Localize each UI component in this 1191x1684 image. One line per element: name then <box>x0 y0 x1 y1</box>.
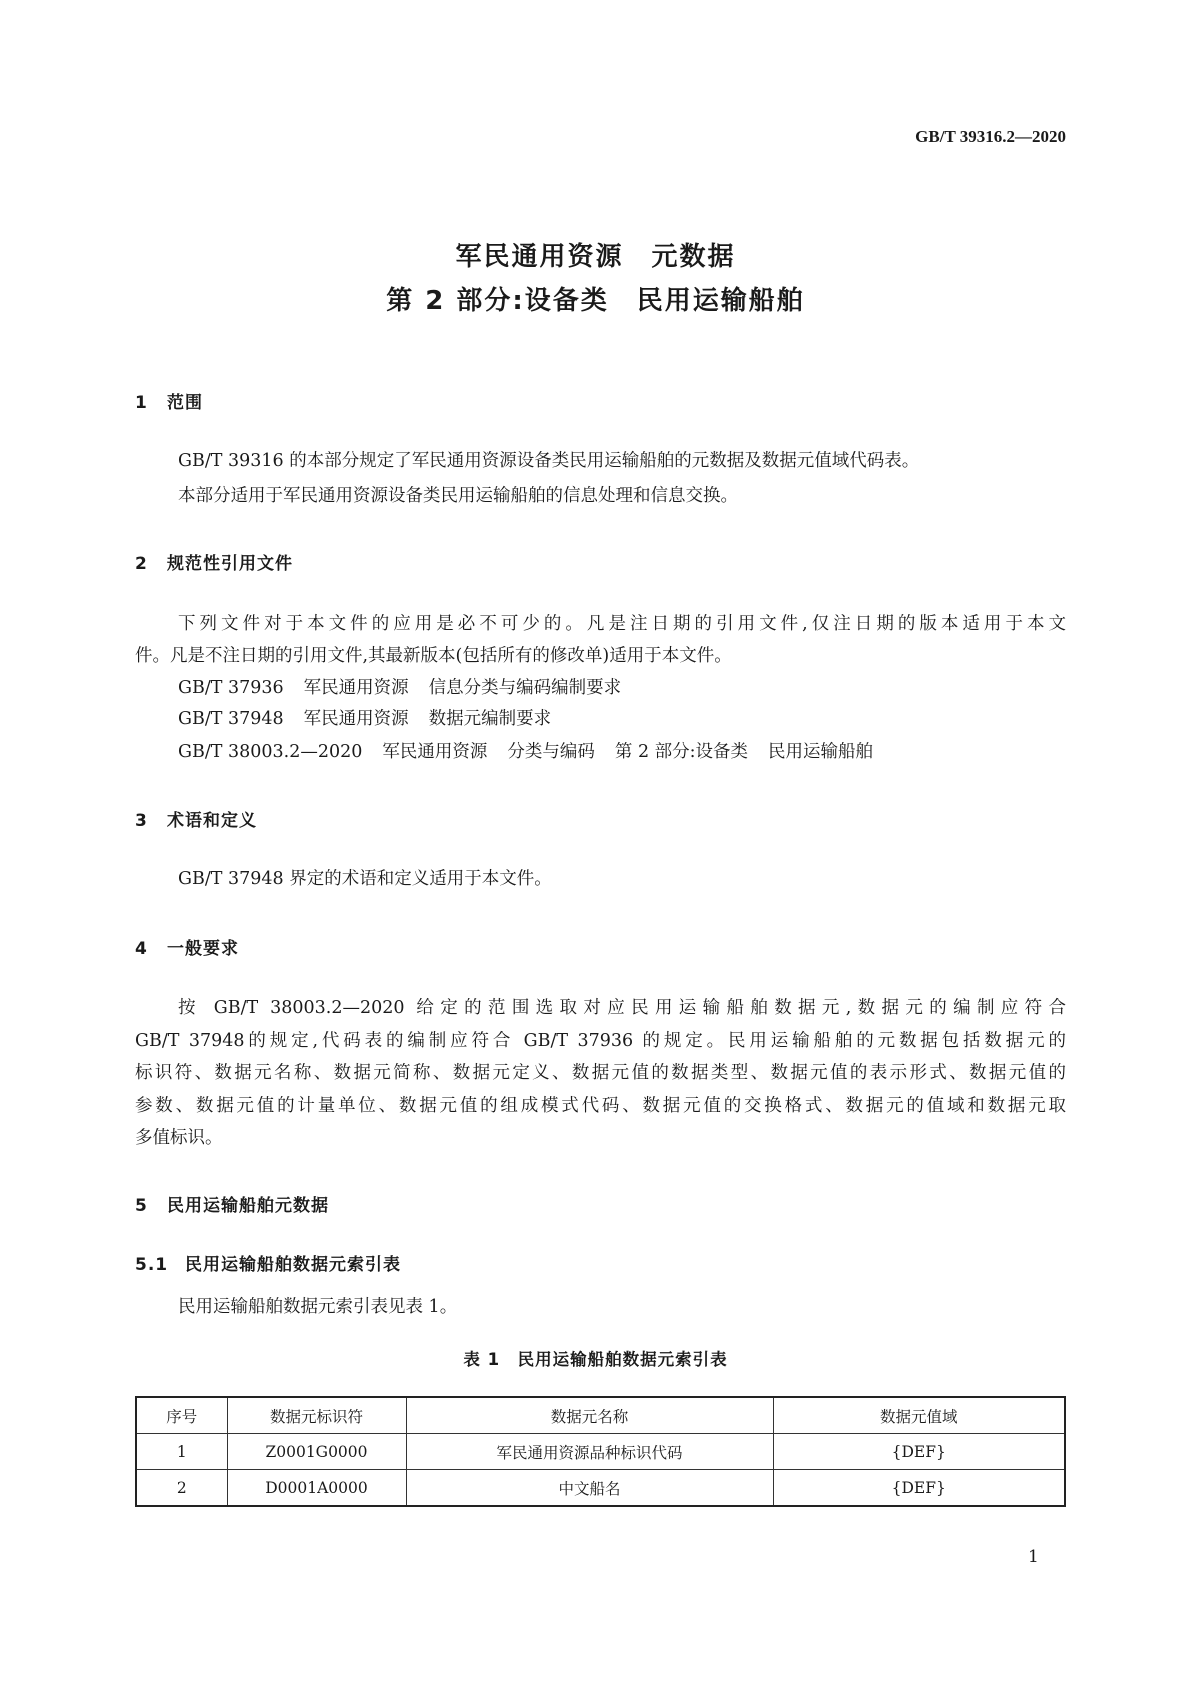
table-row <box>136 1470 1065 1507</box>
section-number: 5.1 <box>135 1255 169 1275</box>
reference-item <box>178 677 1066 699</box>
paragraph-line: GB/T 37948 界定的术语和定义适用于本文件。 <box>178 869 552 889</box>
paragraph-line: GB/T 37948的规定,代码表的编制应符合 GB/T 37936 的规定。民用运输船舶的元数据包括数据元的 <box>135 1031 1066 1051</box>
column-header: 数据元值域 <box>773 1397 1065 1434</box>
ref-code: GB/T 37936 <box>178 678 284 698</box>
ref-part: 数据元编制要求 <box>428 709 552 729</box>
section-1-heading <box>135 388 203 413</box>
section-number: 5 <box>135 1196 148 1216</box>
section-title: 一般要求 <box>167 939 239 959</box>
section-4-heading <box>135 934 239 959</box>
section-5-1-heading <box>135 1250 401 1275</box>
section-3-heading <box>135 806 257 831</box>
column-header: 序号 <box>136 1397 227 1434</box>
cell: 2 <box>136 1470 227 1507</box>
section-number: 4 <box>135 939 148 959</box>
ref-code: GB/T 38003.2—2020 <box>178 742 363 762</box>
data-element-index-table <box>135 1396 1066 1507</box>
ref-part: 民用运输船舶 <box>768 742 874 762</box>
ref-part: 第 2 部分:设备类 <box>614 742 749 762</box>
table-row <box>136 1434 1065 1470</box>
standard-number: GB/T 39316.2—2020 <box>915 127 1066 146</box>
section-title: 民用运输船舶元数据 <box>167 1196 329 1216</box>
ref-part: 军民通用资源 <box>303 678 409 698</box>
ref-code: GB/T 37948 <box>178 709 284 729</box>
paragraph-line: GB/T 39316 的本部分规定了军民通用资源设备类民用运输船舶的元数据及数据元值域代码表。 <box>178 451 920 471</box>
section-title: 民用运输船舶数据元索引表 <box>185 1255 401 1275</box>
cell: 1 <box>136 1434 227 1470</box>
cell: D0001A0000 <box>227 1470 406 1507</box>
section-number: 1 <box>135 393 148 413</box>
cell: Z0001G0000 <box>227 1434 406 1470</box>
paragraph-line: 下列文件对于本文件的应用是必不可少的。凡是注日期的引用文件,仅注日期的版本适用于本文 <box>178 614 1066 634</box>
section-number: 3 <box>135 811 148 831</box>
section-2-heading <box>135 549 293 574</box>
cell: 军民通用资源品种标识代码 <box>406 1434 773 1470</box>
reference-item <box>178 741 1066 763</box>
paragraph-line: 按 GB/T 38003.2—2020 给定的范围选取对应民用运输船舶数据元,数据元的编制应符合 <box>178 998 1066 1018</box>
table-caption: 表 1 民用运输船舶数据元索引表 <box>463 1350 728 1369</box>
cell: {DEF} <box>773 1470 1065 1507</box>
table-header-row <box>136 1397 1065 1434</box>
ref-part: 军民通用资源 <box>303 709 409 729</box>
section-number: 2 <box>135 554 148 574</box>
title-line-2: 第 2 部分:设备类 民用运输船舶 <box>386 286 805 316</box>
paragraph-line: 多值标识。 <box>135 1128 223 1148</box>
section-title: 术语和定义 <box>167 811 257 831</box>
paragraph-line: 本部分适用于军民通用资源设备类民用运输船舶的信息处理和信息交换。 <box>178 486 738 506</box>
column-header: 数据元名称 <box>406 1397 773 1434</box>
section-title: 规范性引用文件 <box>167 554 293 574</box>
paragraph-line: 民用运输船舶数据元索引表见表 1。 <box>178 1297 458 1317</box>
reference-item <box>178 708 1066 730</box>
ref-part: 分类与编码 <box>507 742 595 762</box>
ref-part: 信息分类与编码编制要求 <box>428 678 622 698</box>
ref-part: 军民通用资源 <box>382 742 488 762</box>
paragraph-line: 参数、数据元值的计量单位、数据元值的组成模式代码、数据元值的交换格式、数据元的值域和数据元取 <box>135 1096 1066 1116</box>
section-title: 范围 <box>167 393 203 413</box>
column-header: 数据元标识符 <box>227 1397 406 1434</box>
cell: 中文船名 <box>406 1470 773 1507</box>
cell: {DEF} <box>773 1434 1065 1470</box>
paragraph-line: 件。凡是不注日期的引用文件,其最新版本(包括所有的修改单)适用于本文件。 <box>135 646 732 666</box>
page-number: 1 <box>1028 1547 1039 1567</box>
section-5-heading <box>135 1191 329 1216</box>
title-line-1: 军民通用资源 元数据 <box>455 242 736 272</box>
paragraph-line: 标识符、数据元名称、数据元简称、数据元定义、数据元值的数据类型、数据元值的表示形式、数据元值的 <box>135 1063 1066 1083</box>
